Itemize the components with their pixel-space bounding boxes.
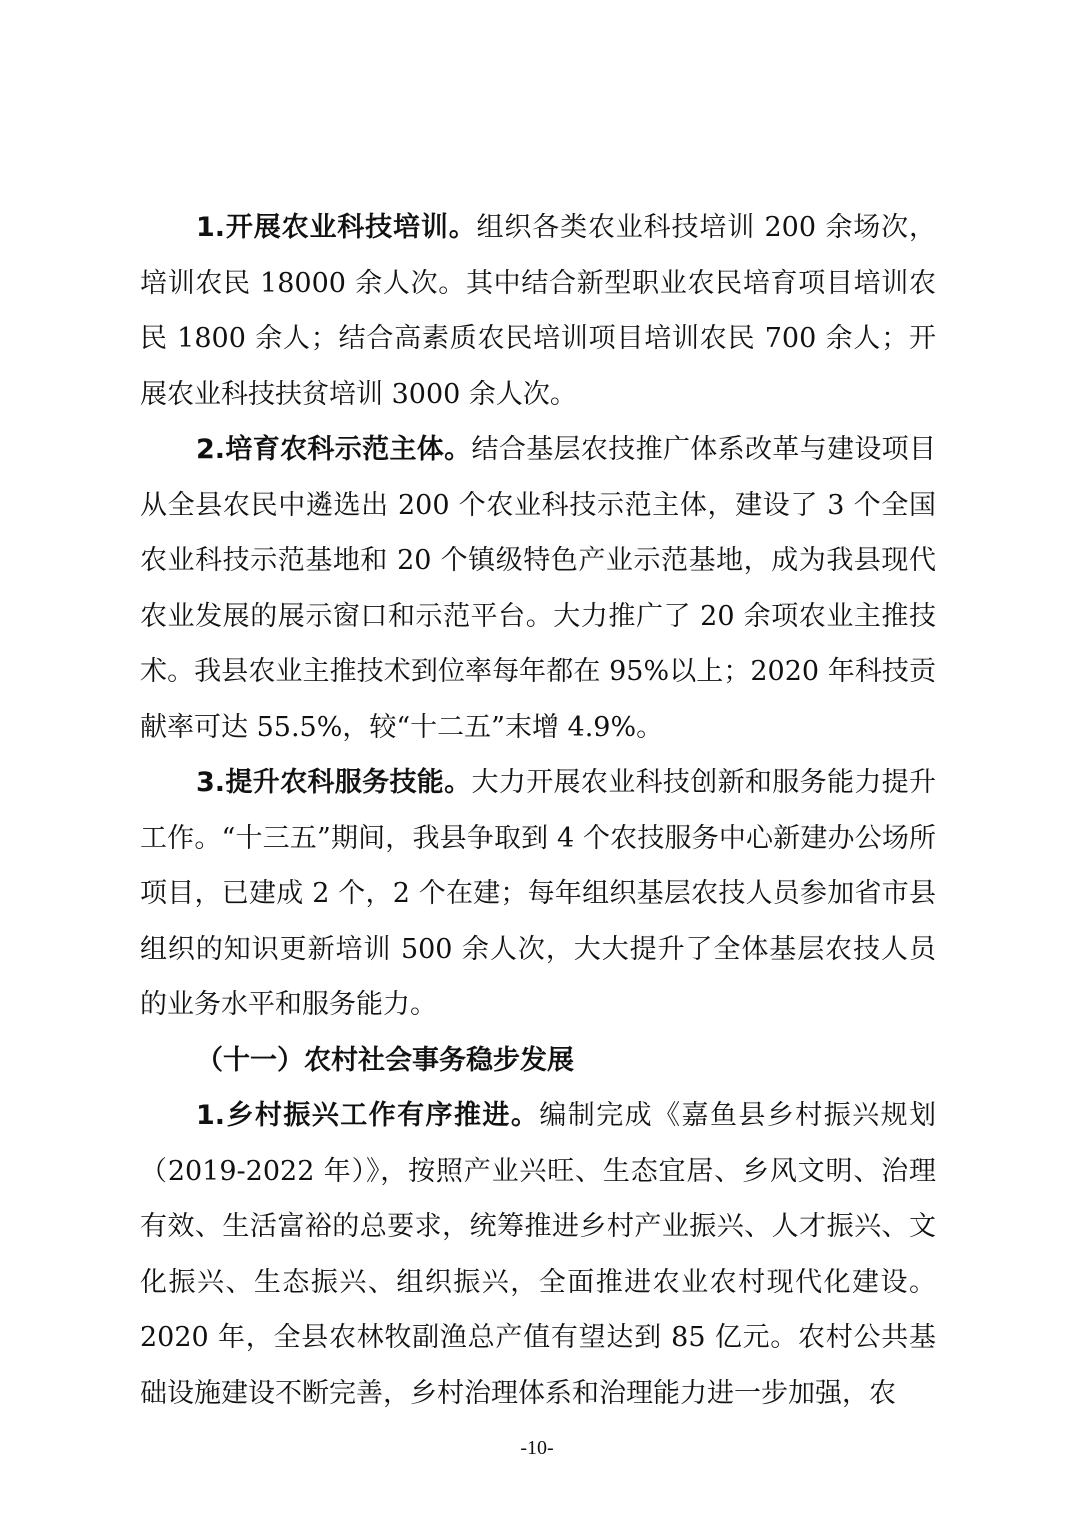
- paragraph-demo-entities: [140, 422, 936, 755]
- paragraph-lead: 1.开展农业科技培训。: [196, 212, 477, 243]
- section-heading: （十一）农村社会事务稳步发展: [196, 1044, 574, 1076]
- paragraph-lead: 1.乡村振兴工作有序推进。: [196, 1100, 540, 1131]
- document-body: [140, 200, 936, 1421]
- paragraph-lead: 2.培育农科示范主体。: [196, 434, 472, 465]
- paragraph-body: 组织各类农业科技培训 200 余场次，培训农民 18000 余人次。其中结合新型职业农民培育项目培训农民 1800 余人；结合高素质农民培训项目培训农民 700 余人；开展农业科技扶贫培训 3000 余人次。: [140, 212, 936, 410]
- paragraph-agri-training: [140, 200, 936, 422]
- paragraph-body: 大力开展农业科技创新和服务能力提升工作。“十三五”期间，我县争取到 4 个农技服务中心新建办公场所项目，已建成 2 个，2 个在建；每年组织基层农技人员参加省市县组织的知识更新培训 500 余人次，大大提升了全体基层农技人员的业务水平和服务能力。: [140, 767, 937, 1020]
- paragraph-body: 编制完成《嘉鱼县乡村振兴规划（2019-2022 年）》，按照产业兴旺、生态宜居、乡风文明、治理有效、生活富裕的总要求，统筹推进乡村产业振兴、人才振兴、文化振兴、生态振兴、组织振兴，全面推进农业农村现代化建设。2020 年，全县农林牧副渔总产值有望达到 85 亿元。农村公共基础设施建设不断完善，乡村治理体系和治理能力进一步加强，农: [140, 1100, 937, 1409]
- paragraph-service-skills: [140, 755, 936, 1033]
- paragraph-body: 结合基层农技推广体系改革与建设项目从全县农民中遴选出 200 个农业科技示范主体，建设了 3 个全国农业科技示范基地和 20 个镇级特色产业示范基地，成为我县现代农业发展的展示窗口和示范平台。大力推广了 20 余项农业主推技术。我县农业主推技术到位率每年都在 95%以上；2020 年科技贡献率可达 55.5%，较“十二五”末增 4.9%。: [140, 434, 937, 743]
- page-number: -10-: [520, 1437, 554, 1459]
- paragraph-rural-revitalization: [140, 1088, 936, 1421]
- paragraph-lead: 3.提升农科服务技能。: [196, 767, 472, 798]
